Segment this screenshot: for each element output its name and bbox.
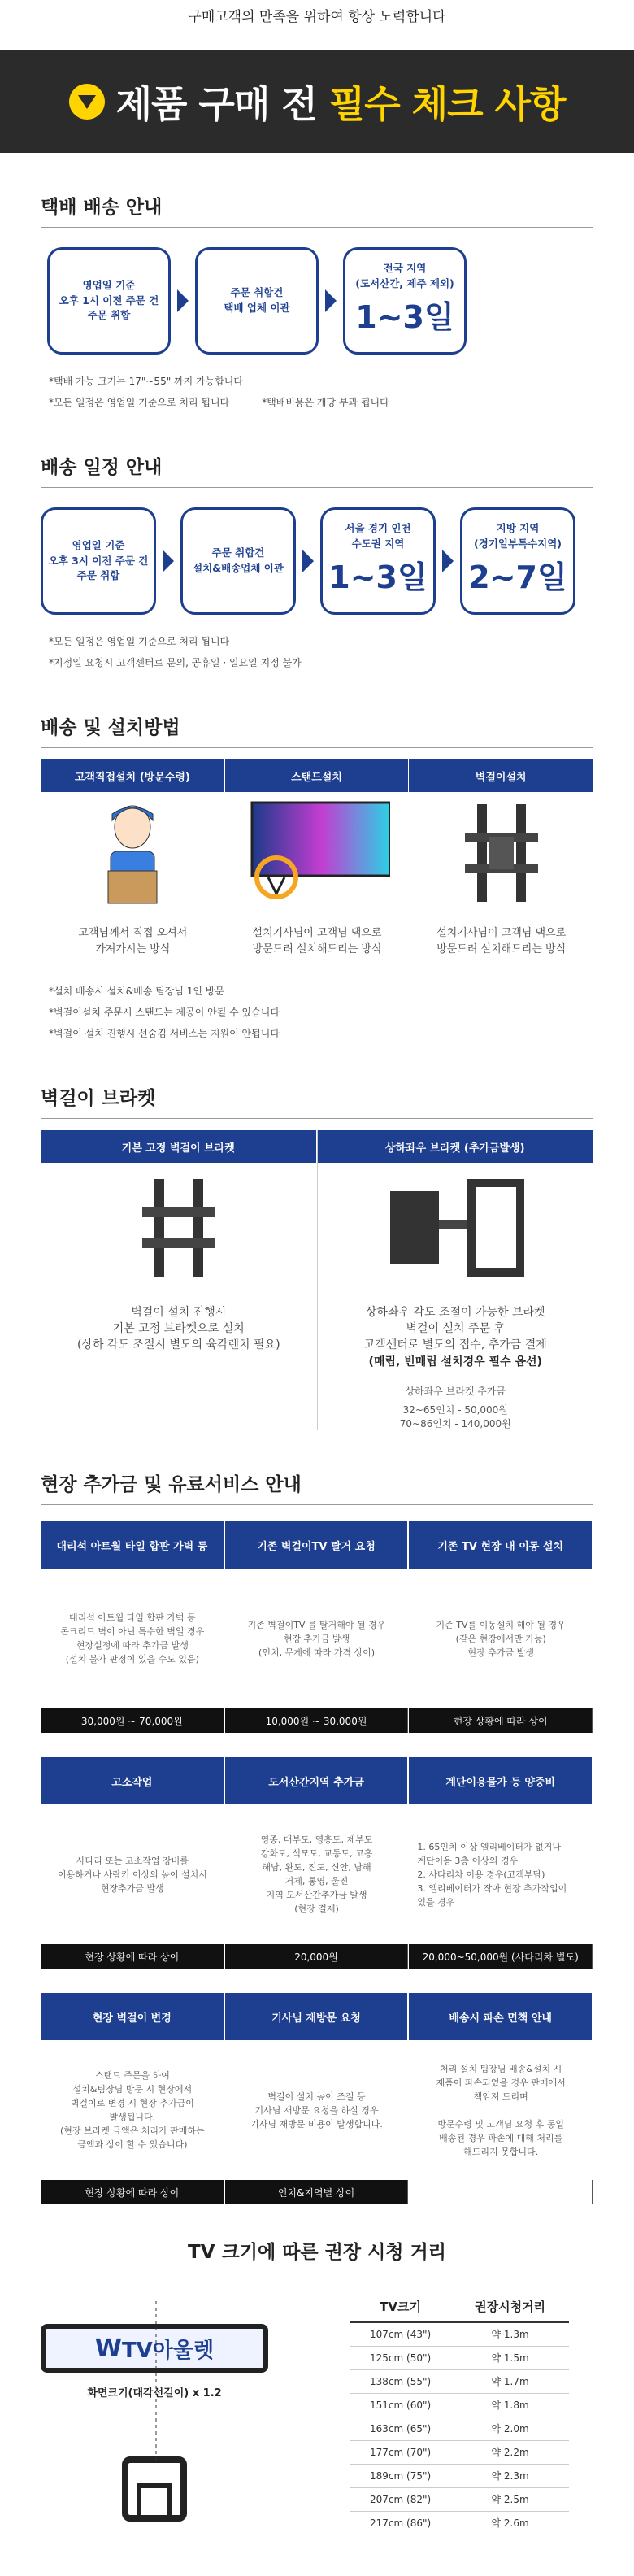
bracket-col-basic [41, 1130, 317, 1430]
extra-card-price: 20,000원 [225, 1944, 409, 1969]
extra-card-body: 사다리 또는 고소작업 장비를 이용하거나 사람키 이상의 높이 설치시 현장추가금 발생 [57, 1855, 207, 1894]
distance-cell: 약 1.3m [451, 2322, 569, 2346]
courier-section [0, 153, 634, 413]
extra-card-head: 대리석 아트월 타일 합판 가벽 등 [41, 1521, 224, 1569]
install-note: *설치 배송시 설치&배송 팀장님 1인 방문 [49, 986, 224, 997]
table-row [350, 2417, 569, 2440]
schedule-step-1-text: 영업일 기준 오후 3시 이전 주문 건 주문 취합 [48, 538, 149, 582]
extra-card-head: 고소작업 [41, 1757, 224, 1804]
table-row [350, 2440, 569, 2464]
table-row [350, 2464, 569, 2487]
arrow-right-icon [163, 550, 174, 572]
bracket-columns [41, 1130, 593, 1430]
hero-title-yellow: 필수 체크 사항 [328, 82, 566, 126]
bracket-col-head: 상하좌우 브라켓 (추가금발생) [318, 1130, 594, 1163]
install-col-pickup [41, 759, 225, 969]
arrow-right-icon [325, 289, 337, 312]
courier-step-3-text: 전국 지역 (도서산간, 제주 제외) [355, 261, 454, 289]
install-col-stand [225, 759, 410, 969]
extra-card-head: 도서산간지역 추가금 [225, 1757, 409, 1804]
bracket-price: 32~65인치 - 50,000원 [402, 1404, 508, 1416]
extra-card-head: 배송시 파손 면책 안내 [409, 1993, 593, 2040]
distance-cell: 약 2.0m [451, 2417, 569, 2440]
arrow-right-icon [442, 550, 454, 572]
schedule-step-4 [460, 507, 575, 615]
schedule-note: *지정일 요청시 고객센터로 문의, 공휴일 · 일요일 지정 불가 [49, 657, 302, 668]
full-motion-bracket-image [318, 1163, 594, 1293]
tv-logo-icon: W [94, 2334, 122, 2363]
tv-size-cell: 151cm (60") [350, 2393, 451, 2417]
install-columns [41, 759, 593, 969]
courier-step-3 [343, 247, 467, 355]
delivery-person-image [41, 792, 225, 914]
tv-formula: 화면크기(대각선길이) x 1.2 [87, 2387, 222, 2400]
hero-title-white: 제품 구매 전 [115, 82, 329, 126]
distance-cell: 약 1.5m [451, 2346, 569, 2369]
extra-card-price: 30,000원 ~ 70,000원 [41, 1708, 224, 1733]
tv-distance-table [350, 2291, 569, 2535]
armchair-icon [122, 2456, 187, 2522]
arrow-right-icon [177, 289, 189, 312]
tv-size-cell: 217cm (86") [350, 2511, 451, 2535]
table-row [350, 2322, 569, 2346]
schedule-note: *모든 일정은 영업일 기준으로 처리 됩니다 [49, 636, 230, 647]
tv-size-cell: 207cm (82") [350, 2487, 451, 2511]
install-title: 배송 및 설치방법 [41, 673, 593, 748]
extra-card [225, 1993, 410, 2204]
schedule-flow [41, 507, 593, 615]
bracket-price: 70~86인치 - 140,000원 [399, 1418, 511, 1429]
distance-cell: 약 1.7m [451, 2369, 569, 2393]
courier-note: *택배비용은 개당 부과 됩니다 [262, 397, 389, 408]
extra-card-body: 기존 벽걸이TV 를 탈거해야 될 경우 현장 추가금 발생 (인치, 무게에 따라 가격 상이) [247, 1619, 386, 1658]
bracket-col-full [317, 1130, 594, 1430]
arrow-right-icon [302, 550, 314, 572]
courier-flow [41, 247, 593, 355]
extra-card-body: 기존 TV를 이동설치 해야 될 경우 (같은 현장에서만 가능) 현장 추가금 발생 [436, 1619, 566, 1658]
tv-size-cell: 189cm (75") [350, 2464, 451, 2487]
tv-size-cell: 177cm (70") [350, 2440, 451, 2464]
extra-section [0, 1430, 634, 2204]
bracket-col-desc: 벽걸이 설치 진행시 기본 고정 브라켓으로 설치 (상하 각도 조절시 별도의 육각렌치 필요) [76, 1306, 280, 1351]
extra-card-head: 현장 벽걸이 변경 [41, 1993, 224, 2040]
distance-cell: 약 1.8m [451, 2393, 569, 2417]
extra-card-body: 대리석 아트월 타일 합판 가벽 등 콘크리트 벽이 아닌 특수한 벽일 경우 현장설정에 따라 추가금 발생 (설치 불가 판정이 있을 수도 있음) [60, 1612, 205, 1664]
table-row [350, 2346, 569, 2369]
extra-card [41, 1521, 225, 1733]
extra-card-head: 기사님 재방문 요청 [225, 1993, 409, 2040]
top-note: 구매고객의 만족을 위하여 항상 노력합니다 [188, 9, 446, 25]
courier-step-3-days: 1~3일 [355, 299, 454, 336]
table-row [350, 2487, 569, 2511]
install-col-wall [409, 759, 593, 969]
extra-card [225, 1521, 410, 1733]
courier-note: *모든 일정은 영업일 기준으로 처리 됩니다 [49, 397, 230, 408]
distance-cell: 약 2.6m [451, 2511, 569, 2535]
bracket-title: 벽걸이 브라켓 [41, 1044, 593, 1119]
table-row [350, 2369, 569, 2393]
bracket-col-desc: 상하좌우 각도 조절이 가능한 브라켓 벽걸이 설치 주문 후 고객센터로 별도의 접수, 추가금 결제 [363, 1306, 547, 1351]
courier-step-2-text: 주문 취합건 택배 업체 이관 [224, 286, 290, 314]
schedule-step-3-text: 서울 경기 인천 수도권 지역 [345, 521, 411, 550]
extra-card-price: 현장 상황에 따라 상이 [41, 2180, 224, 2204]
extra-card-price: 인치&지역별 상이 [225, 2180, 409, 2204]
extra-card [41, 1757, 225, 1969]
extra-card-price: 10,000원 ~ 30,000원 [225, 1708, 409, 1733]
extra-card-body: 영종, 대부도, 영흥도, 제부도 강화도, 석모도, 교동도, 고흥 해남, 완도, 진도, 신안, 남해 거제, 통영, 울진 지역 도서산간추가금 발생 (현장 결제) [260, 1834, 373, 1914]
extra-card-body: 스탠드 주문을 하여 설치&팀장님 방문 시 현장에서 벽걸이로 변경 시 현장 추가금이 발생됩니다. (현장 브라켓 금액은 처리가 판매하는 금액과 상이 할 수 있습니다) [60, 2070, 205, 2150]
extra-row-3 [41, 1993, 593, 2204]
tv-size-cell: 107cm (43") [350, 2322, 451, 2346]
extra-card [409, 1993, 593, 2204]
chevron-down-icon [69, 84, 105, 120]
extra-card [225, 1757, 410, 1969]
courier-step-1-text: 영업일 기준 오후 1시 이전 주문 건 주문 취합 [59, 278, 159, 322]
install-section [0, 673, 634, 1044]
extra-title: 현장 추가금 및 유료서비스 안내 [41, 1430, 593, 1505]
install-note: *벽걸이 설치 진행시 선숨김 서비스는 지원이 안됩니다 [49, 1028, 280, 1039]
bracket-section [0, 1044, 634, 1430]
table-row [350, 2393, 569, 2417]
extra-card [409, 1757, 593, 1969]
schedule-step-2 [180, 507, 296, 615]
schedule-step-3-days: 1~3일 [328, 559, 428, 596]
schedule-step-3 [320, 507, 436, 615]
bracket-col-desc-bold: (매립, 빈매립 설치경우 필수 옵션) [368, 1355, 542, 1368]
tv-logo-text: TV아울렛 [121, 2338, 215, 2363]
tv-table-header: 권장시청거리 [451, 2291, 569, 2322]
extra-card-price: 20,000~50,000원 (사다리차 별도) [409, 1944, 593, 1969]
table-row [350, 2511, 569, 2535]
bracket-col-head: 기본 고정 벽걸이 브라켓 [41, 1130, 317, 1163]
extra-card-price: 현장 상황에 따라 상이 [41, 1944, 224, 1969]
distance-cell: 약 2.3m [451, 2464, 569, 2487]
basic-bracket-image [41, 1163, 317, 1293]
install-col-desc: 설치기사님이 고객님 댁으로 방문드려 설치해드리는 방식 [436, 927, 567, 955]
viewing-distance-arrow [148, 2301, 164, 2464]
tv-illustration [41, 2291, 268, 2522]
schedule-step-4-days: 2~7일 [468, 559, 567, 596]
schedule-step-4-text: 지방 지역 (경기일부특수지역) [473, 521, 562, 550]
tv-size-cell: 125cm (50") [350, 2346, 451, 2369]
extra-card [41, 1993, 225, 2204]
distance-title: TV 크기에 따른 권장 시청 거리 [188, 2242, 446, 2263]
extra-card-head: 기존 TV 현장 내 이동 설치 [409, 1521, 593, 1569]
install-col-head: 고객직접설치 (방문수령) [41, 759, 225, 792]
tv-size-cell: 138cm (55") [350, 2369, 451, 2393]
schedule-step-1 [41, 507, 156, 615]
install-col-desc: 고객님께서 직접 오셔서 가져가시는 방식 [78, 927, 188, 955]
extra-card [409, 1521, 593, 1733]
schedule-step-2-text: 주문 취합건 설치&배송업체 이관 [193, 546, 284, 574]
extra-card-body: 처리 설치 팀장님 배송&설치 시 제품이 파손되었을 경우 판매에서 책임져 드리며 방문수령 및 고객님 요청 후 동일 배송된 경우 파손에 대해 처리를 해드리지 못합니다. [436, 2063, 566, 2157]
distance-section [0, 2204, 634, 2535]
stand-tv-image [225, 792, 410, 914]
install-col-head: 벽걸이설치 [409, 759, 593, 792]
extra-row-2 [41, 1757, 593, 1969]
extra-card-body: 벽걸이 설치 높이 조절 등 기사님 재방문 요청을 하실 경우 기사님 재방문 비용이 발생합니다. [250, 2091, 383, 2130]
tv-size-cell: 163cm (65") [350, 2417, 451, 2440]
courier-step-2 [195, 247, 319, 355]
hero-banner [0, 50, 634, 153]
install-note: *벽걸이설치 주문시 스탠드는 제공이 안될 수 있습니다 [49, 1007, 280, 1018]
install-col-head: 스탠드설치 [225, 759, 410, 792]
courier-step-1 [47, 247, 171, 355]
courier-note: *택배 가능 크기는 17"~55" 까지 가능합니다 [49, 376, 243, 387]
schedule-section [0, 413, 634, 673]
distance-cell: 약 2.2m [451, 2440, 569, 2464]
extra-card-body: 1. 65인치 이상 엘리베이터가 없거나 계단이용 3층 이상의 경우 2. 사다리차 이용 경우(고객부담) 3. 엘리베이터가 작아 현장 추가작업이 있을 경우 [417, 1841, 567, 1908]
extra-card-price: 현장 상황에 따라 상이 [409, 1708, 593, 1733]
bracket-price-title: 상하좌우 브라켓 추가금 [405, 1386, 506, 1397]
courier-title: 택배 배송 안내 [41, 153, 593, 228]
extra-card-price [409, 2180, 593, 2204]
schedule-title: 배송 일정 안내 [41, 413, 593, 488]
extra-card-head: 계단이용물가 등 양중비 [409, 1757, 593, 1804]
extra-row-1 [41, 1521, 593, 1733]
distance-cell: 약 2.5m [451, 2487, 569, 2511]
extra-card-head: 기존 벽걸이TV 탈거 요청 [225, 1521, 409, 1569]
install-col-desc: 설치기사님이 고객님 댁으로 방문드려 설치해드리는 방식 [252, 927, 382, 955]
hero-title [116, 75, 566, 128]
wall-bracket-image [409, 792, 593, 914]
tv-table-header: TV크기 [350, 2291, 451, 2322]
